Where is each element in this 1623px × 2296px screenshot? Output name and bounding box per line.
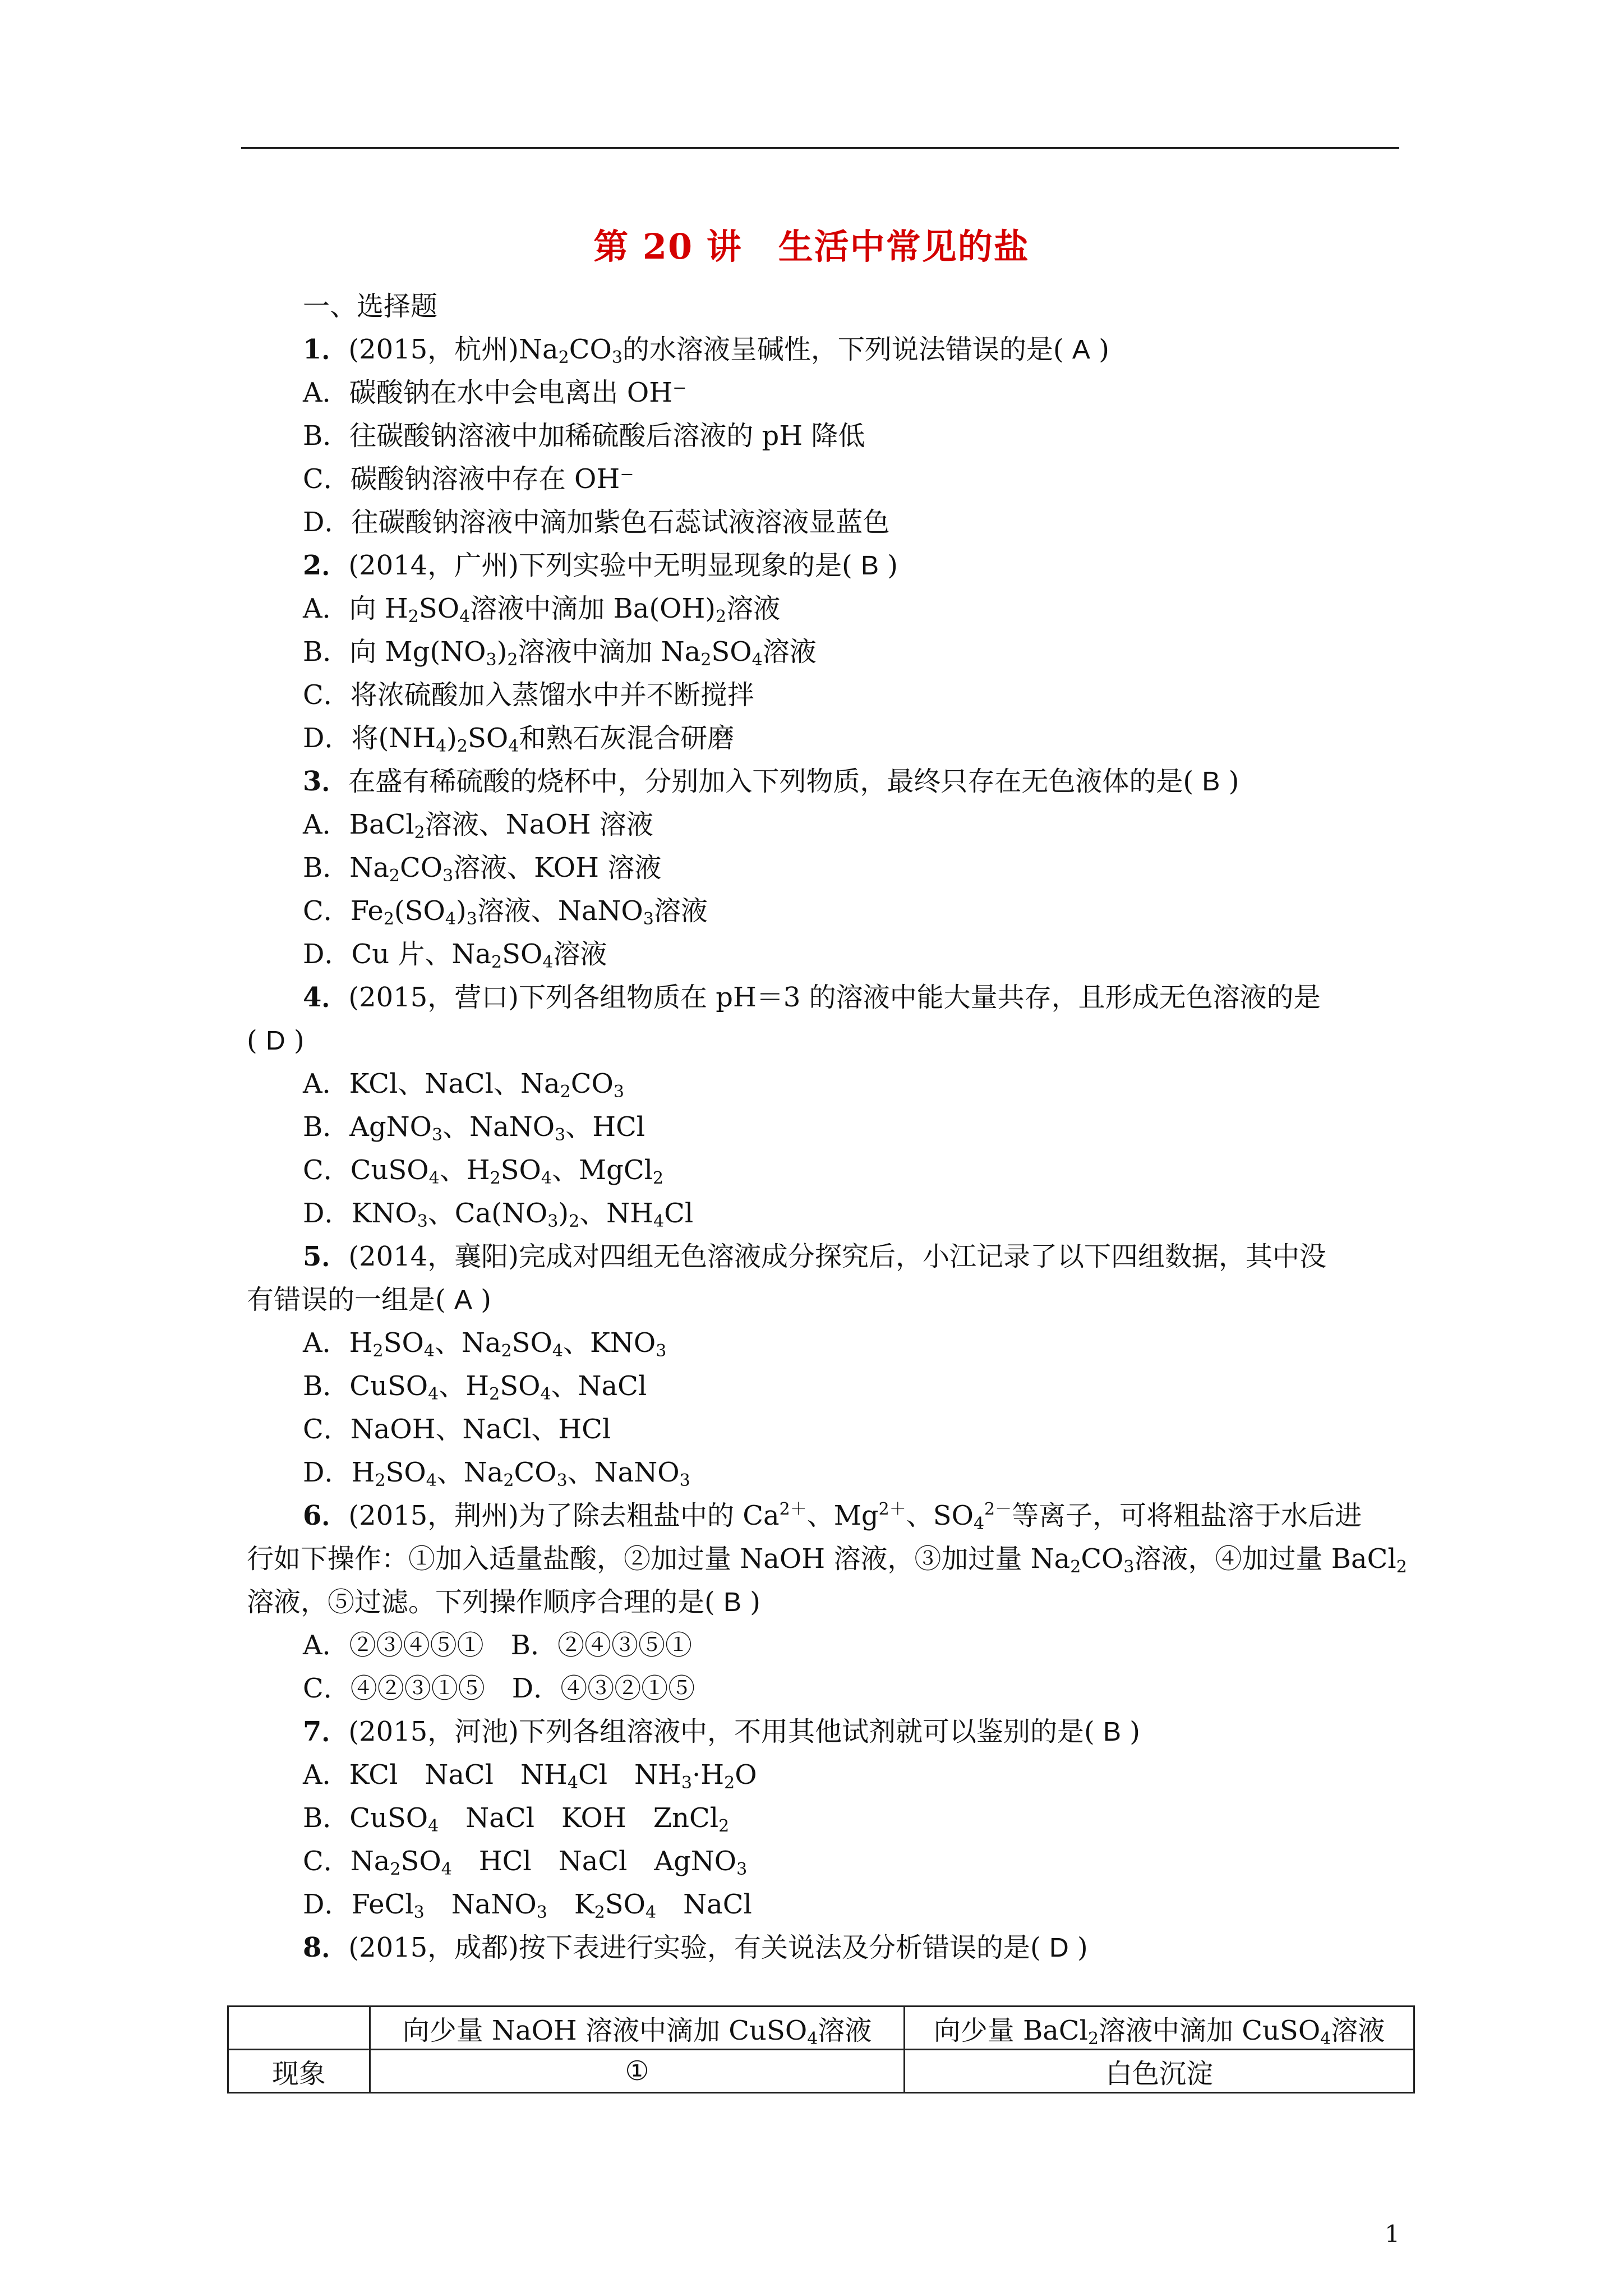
table-header-cell: 向少量 BaCl$_2$溶液中滴加 CuSO$_4$溶液 bbox=[905, 2007, 1414, 2050]
table-cell: ① bbox=[370, 2050, 905, 2093]
option: B．$Na_2CO_3$溶液、KOH 溶液 bbox=[303, 852, 662, 886]
option: B．向 $Mg(NO_3)_2$溶液中滴加 $Na_2SO_4$溶液 bbox=[303, 636, 817, 670]
question-body bbox=[247, 285, 1407, 1970]
option: A．BaCl$_2$溶液、NaOH 溶液 bbox=[303, 809, 653, 843]
option: D．Cu 片、$Na_2SO_4$溶液 bbox=[303, 938, 607, 972]
header-rule bbox=[241, 147, 1399, 149]
option: A．②③④⑤① B．②④③⑤① bbox=[303, 1630, 692, 1661]
page-title: 第 20 讲 生活中常见的盐 bbox=[593, 226, 1030, 267]
option: B．CuSO$_4$、$H_2SO_4$、NaCl bbox=[303, 1370, 647, 1404]
experiment-table bbox=[227, 2005, 1415, 2093]
option: C．$Fe_2(SO_4)_3$溶液、NaNO$_3$溶液 bbox=[303, 895, 708, 929]
option: C．$Na_2SO_4$ HCl NaCl AgNO$_3$ bbox=[303, 1846, 748, 1879]
option: D．FeCl$_3$ NaNO$_3$ $K_2SO_4$ NaCl bbox=[303, 1889, 752, 1922]
question-7: 7．(2015，河池)下列各组溶液中，不用其他试剂就可以鉴别的是( B ) bbox=[303, 1716, 1141, 1747]
section-heading: 一、选择题 bbox=[303, 291, 438, 322]
question-2: 2．(2014，广州)下列实验中无明显现象的是( B ) bbox=[303, 550, 898, 581]
table-header-cell: 向少量 NaOH 溶液中滴加 CuSO$_4$溶液 bbox=[370, 2007, 905, 2050]
question-1: 1．(2015，杭州)$Na_2CO_3$的水溶液呈碱性，下列说法错误的是( A ) bbox=[303, 334, 1109, 367]
answer-8: D bbox=[1049, 1933, 1069, 1963]
option: C．CuSO$_4$、$H_2SO_4$、MgCl$_2$ bbox=[303, 1154, 664, 1188]
question-4-answer-line: ( D ) bbox=[247, 1025, 305, 1056]
table-row-label: 现象 bbox=[228, 2050, 370, 2093]
question-5: 5．(2014，襄阳)完成对四组无色溶液成分探究后，小江记录了以下四组数据，其中没 bbox=[303, 1241, 1327, 1272]
answer-6: B bbox=[723, 1588, 742, 1617]
table-row bbox=[228, 2050, 1414, 2093]
question-6: 6．(2015，荆州)为了除去粗盐中的 $Ca^{2+}$、$Mg^{2+}$、$SO_4^{2-}$等离子，可将粗盐溶于水后进 bbox=[303, 1499, 1362, 1534]
option: C．碳酸钠溶液中存在 OH⁻ bbox=[303, 463, 634, 495]
table-row bbox=[228, 2007, 1414, 2050]
page-number: 1 bbox=[1385, 2220, 1400, 2248]
option: C．将浓硫酸加入蒸馏水中并不断搅拌 bbox=[303, 679, 754, 711]
table-corner-cell bbox=[228, 2007, 370, 2050]
question-6-cont: 溶液，⑤过滤。下列操作顺序合理的是( B ) bbox=[247, 1586, 761, 1618]
answer-2: B bbox=[861, 551, 879, 581]
option: A．KCl NaCl $NH_4Cl$ $NH_3\cdot H_2O$ bbox=[303, 1759, 757, 1793]
option: A．KCl、NaCl、$Na_2CO_3$ bbox=[303, 1068, 624, 1102]
option: B．往碳酸钠溶液中加稀硫酸后溶液的 pH 降低 bbox=[303, 420, 865, 452]
question-6-cont: 行如下操作：①加入适量盐酸，②加过量 NaOH 溶液，③加过量 $Na_2CO_3$溶液，④加过量 BaCl$_2$ bbox=[247, 1543, 1407, 1577]
option: D．往碳酸钠溶液中滴加紫色石蕊试液溶液显蓝色 bbox=[303, 507, 890, 538]
question-8: 8．(2015，成都)按下表进行实验，有关说法及分析错误的是( D ) bbox=[303, 1932, 1088, 1963]
answer-4: D bbox=[266, 1026, 285, 1056]
option: C．④②③①⑤ D．④③②①⑤ bbox=[303, 1673, 695, 1704]
option: A．$H_2SO_4$、$Na_2SO_4$、$KNO_3$ bbox=[303, 1327, 667, 1361]
answer-5: A bbox=[454, 1285, 473, 1315]
option: D．$H_2SO_4$、$Na_2CO_3$、NaNO$_3$ bbox=[303, 1457, 690, 1490]
answer-3: B bbox=[1202, 767, 1220, 797]
option: A．碳酸钠在水中会电离出 OH⁻ bbox=[303, 377, 687, 408]
option: B．CuSO$_4$ NaCl KOH ZnCl$_2$ bbox=[303, 1802, 730, 1836]
question-4: 4．(2015，营口)下列各组物质在 pH＝3 的溶液中能大量共存，且形成无色溶液的是 bbox=[303, 982, 1321, 1013]
option: D．$KNO_3$、$Ca(NO_3)_2$、$NH_4Cl$ bbox=[303, 1198, 694, 1231]
answer-1: A bbox=[1072, 335, 1090, 365]
option: B．AgNO$_3$、NaNO$_3$、HCl bbox=[303, 1111, 645, 1145]
answer-7: B bbox=[1103, 1717, 1122, 1747]
option: D．将$(NH_4)_2SO_4$和熟石灰混合研磨 bbox=[303, 723, 735, 756]
question-5-cont: 有错误的一组是( A ) bbox=[247, 1284, 492, 1315]
option: C．NaOH、NaCl、HCl bbox=[303, 1414, 611, 1445]
option: A．向 $H_2SO_4$溶液中滴加 $Ba(OH)_2$溶液 bbox=[303, 593, 781, 627]
table-cell: 白色沉淀 bbox=[905, 2050, 1414, 2093]
question-3: 3．在盛有稀硫酸的烧杯中，分别加入下列物质，最终只存在无色液体的是( B ) bbox=[303, 766, 1239, 797]
